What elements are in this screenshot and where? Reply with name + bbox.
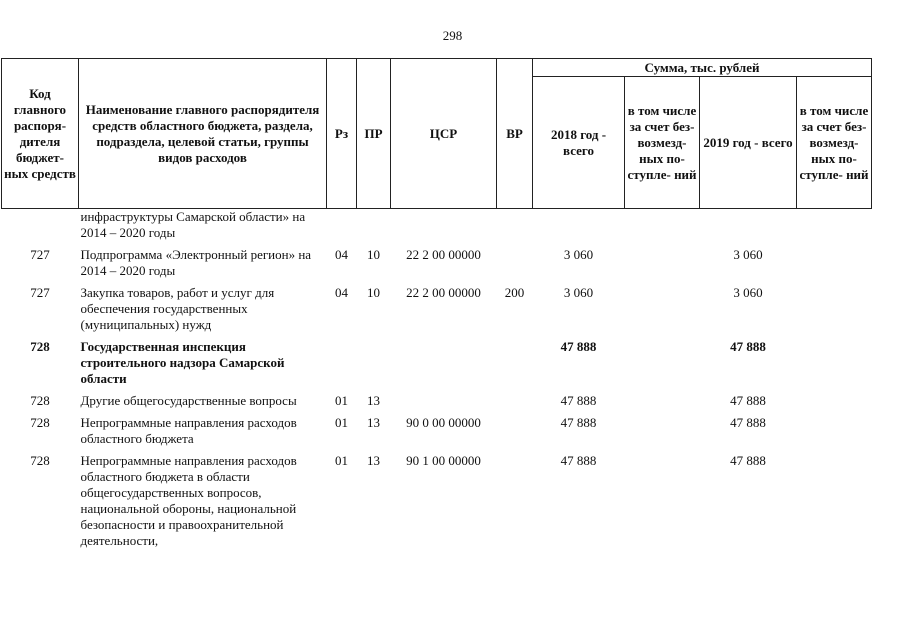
cell-vr	[497, 241, 533, 279]
cell-name: Закупка товаров, работ и услуг для обеспечения государственных (муниципальных) нужд	[80, 285, 275, 332]
cell-2018: 47 888	[560, 415, 597, 430]
cell-rz	[327, 209, 357, 242]
cell-rz	[327, 333, 357, 387]
cell-2018-free	[625, 333, 700, 387]
cell-pr	[357, 333, 391, 387]
cell-2018-free	[625, 409, 700, 447]
cell-vr	[497, 333, 533, 387]
cell-code	[2, 209, 79, 242]
cell-2018-free	[625, 447, 700, 549]
cell-2019: 3 060	[733, 247, 763, 262]
cell-2019-free	[797, 447, 872, 549]
cell-2019-free	[797, 409, 872, 447]
cell-csr	[391, 387, 497, 409]
cell-name: Государственная инспекция строительного надзора Самарской области	[80, 339, 285, 386]
cell-code: 727	[30, 247, 50, 262]
table-row	[2, 333, 872, 387]
budget-table	[1, 58, 872, 549]
cell-2019: 3 060	[733, 285, 763, 300]
cell-2019-free	[797, 387, 872, 409]
cell-2019-free	[797, 209, 872, 242]
cell-csr: 22 2 00 00000	[406, 247, 481, 262]
cell-vr: 200	[504, 285, 525, 300]
cell-2019: 47 888	[730, 339, 766, 354]
cell-2018: 47 888	[560, 393, 597, 408]
cell-2018: 3 060	[563, 285, 594, 300]
cell-2019: 47 888	[730, 453, 766, 468]
header-vr: ВР	[497, 59, 533, 209]
cell-csr: 22 2 00 00000	[406, 285, 481, 300]
header-code: Код главного распоря- дителя бюджет- ных средств	[2, 59, 79, 209]
cell-rz: 04	[335, 285, 348, 300]
header-2019-free: в том числе за счет без- возмезд- ных по- ступле- ний	[797, 77, 872, 209]
cell-pr: 13	[367, 393, 380, 408]
cell-2018	[533, 209, 625, 242]
cell-name: Непрограммные направления расходов областного бюджета в области общегосударственных вопросов, национальной обороны, национальной безопасности и правоохранительной деятельности,	[80, 453, 297, 548]
cell-pr	[357, 209, 391, 242]
header-2018-free: в том числе за счет без- возмезд- ных по- ступле- ний	[625, 77, 700, 209]
header-2019-total: 2019 год - всего	[700, 77, 797, 209]
header-name: Наименование главного распорядителя средств областного бюджета, раздела, подраздела, целевой статьи, группы видов расходов	[79, 59, 327, 209]
header-csr: ЦСР	[391, 59, 497, 209]
cell-code: 728	[30, 393, 50, 408]
table-row	[2, 209, 872, 242]
cell-2018: 47 888	[560, 453, 597, 468]
header-2018-total: 2018 год - всего	[533, 77, 625, 209]
cell-csr: 90 0 00 00000	[406, 415, 481, 430]
cell-name: Другие общегосударственные вопросы	[80, 393, 297, 408]
cell-rz: 04	[335, 247, 348, 262]
cell-vr	[497, 409, 533, 447]
cell-code: 728	[30, 339, 50, 354]
cell-pr: 10	[367, 247, 380, 262]
cell-rz: 01	[335, 453, 348, 468]
table-row	[2, 409, 872, 447]
header-rz: Рз	[327, 59, 357, 209]
cell-vr	[497, 387, 533, 409]
cell-pr: 13	[367, 453, 380, 468]
page-number: 298	[442, 28, 463, 43]
cell-2018: 3 060	[563, 247, 594, 262]
cell-csr	[391, 333, 497, 387]
cell-2019	[700, 209, 797, 242]
cell-rz: 01	[335, 415, 348, 430]
cell-name: инфраструктуры Самарской области» на 2014 – 2020 годы	[80, 209, 306, 240]
cell-name: Непрограммные направления расходов областного бюджета	[80, 415, 297, 446]
cell-vr	[497, 209, 533, 242]
cell-2018-free	[625, 241, 700, 279]
cell-2019: 47 888	[730, 393, 766, 408]
cell-code: 728	[30, 415, 50, 430]
header-pr: ПР	[357, 59, 391, 209]
cell-2018: 47 888	[560, 339, 597, 354]
cell-2019-free	[797, 241, 872, 279]
cell-2019-free	[797, 279, 872, 333]
cell-pr: 13	[367, 415, 380, 430]
cell-2018-free	[625, 209, 700, 242]
cell-2018-free	[625, 387, 700, 409]
cell-2019-free	[797, 333, 872, 387]
table-row	[2, 447, 872, 549]
cell-csr: 90 1 00 00000	[406, 453, 481, 468]
cell-2019: 47 888	[730, 415, 766, 430]
cell-rz: 01	[335, 393, 348, 408]
cell-pr: 10	[367, 285, 380, 300]
header-sum-group: Сумма, тыс. рублей	[533, 59, 872, 77]
cell-vr	[497, 447, 533, 549]
cell-code: 728	[30, 453, 50, 468]
table-row	[2, 387, 872, 409]
cell-2018-free	[625, 279, 700, 333]
table-row	[2, 241, 872, 279]
cell-name: Подпрограмма «Электронный регион» на 2014 – 2020 годы	[80, 247, 312, 278]
table-row	[2, 279, 872, 333]
cell-csr	[391, 209, 497, 242]
cell-code: 727	[30, 285, 50, 300]
